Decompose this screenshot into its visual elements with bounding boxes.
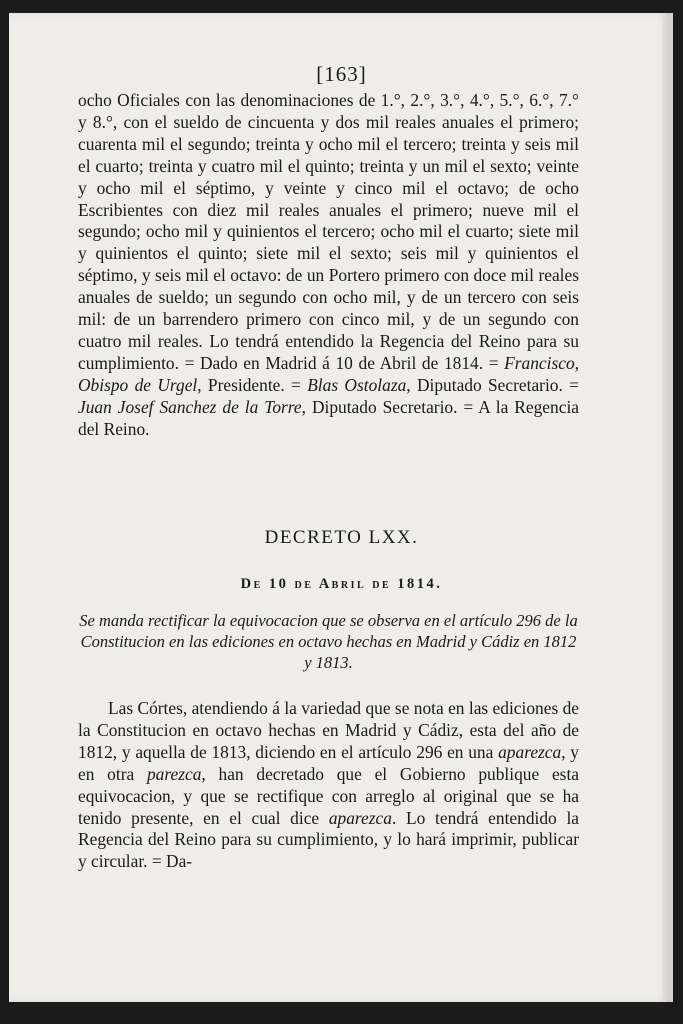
page-edge [662, 13, 670, 1002]
decree-date: De 10 de Abril de 1814. [240, 576, 443, 592]
text-run: ocho Oficiales con las denominaciones de 1.°, 2.°, 3.°, 4.°, 5.°, 6.°, 7.° y 8.°, con el sueldo de cincuenta y dos mil reales anuales el primero; cuarenta mil el segundo; treinta y ocho mil el tercero; treinta y seis mil el cuarto; treinta y cuatro mil el quinto; treinta y un mil el sexto; veinte y ocho mil el séptimo, y veinte y cinco mil el octavo; de ocho Escribientes con diez mil reales anuales el primero; nueve mil el segundo; ocho mil y quinientos el tercero; ocho mil el cuarto; siete mil y quinientos el quinto; siete mil el sexto; seis mil y quinientos el séptimo, y seis mil el octavo: de un Portero primero con doce mil reales anuales de sueldo; un segundo con ocho mil, y de un tercero con seis mil: de un barrendero primero con cinco mil, y de un segundo con cuatro mil reales. Lo tendrá entendido la Regencia del Reino para su cumplimiento. = Dado en Madrid á 10 de Abril de 1814. = [78, 90, 579, 373]
signer-name: Francisco, Obispo de Urgel [78, 352, 579, 395]
text-run: Las Córtes, atendiendo á la variedad que se nota en las ediciones de la Constitucion en octavo hechas en Madrid y Cádiz, esta del año de 1812, y aquella de 1813, diciendo en el artículo 296 en una [78, 698, 579, 762]
text-run: , han decretado que el Gobierno publique esta equivocacion, y que se rectifique con arreglo al original que se ha tenido presente, en el cual dice [78, 763, 579, 828]
page-number: [163] [316, 62, 367, 86]
text-run: , Diputado Secretario. = A la Regencia del Reino. [78, 396, 579, 439]
italic-word: aparezca [328, 807, 392, 828]
text-run: , Diputado Secretario. = [406, 374, 579, 395]
italic-word: parezca [146, 763, 202, 784]
signer-name: Juan Josef Sanchez de la Torre [78, 396, 302, 417]
italic-word: aparezca [498, 741, 562, 762]
decree-title: DECRETO LXX. [264, 527, 419, 548]
signer-name: Blas Ostolaza [307, 374, 407, 395]
decree-body [78, 698, 579, 873]
text-run: . Lo tendrá entendido la Regencia del Reino para su cumplimiento, y lo hará imprimir, publicar y circular. = Da- [78, 807, 579, 872]
continuation-paragraph [78, 90, 579, 441]
decree-summary: Se manda rectificar la equivocacion que se observa en el artículo 296 de la Constitucion en las ediciones en octavo hechas en Madrid y Cádiz en 1812 y 1813. [79, 611, 578, 672]
text-run: , y en otra [78, 741, 580, 784]
text-run: , Presidente. = [197, 374, 308, 395]
